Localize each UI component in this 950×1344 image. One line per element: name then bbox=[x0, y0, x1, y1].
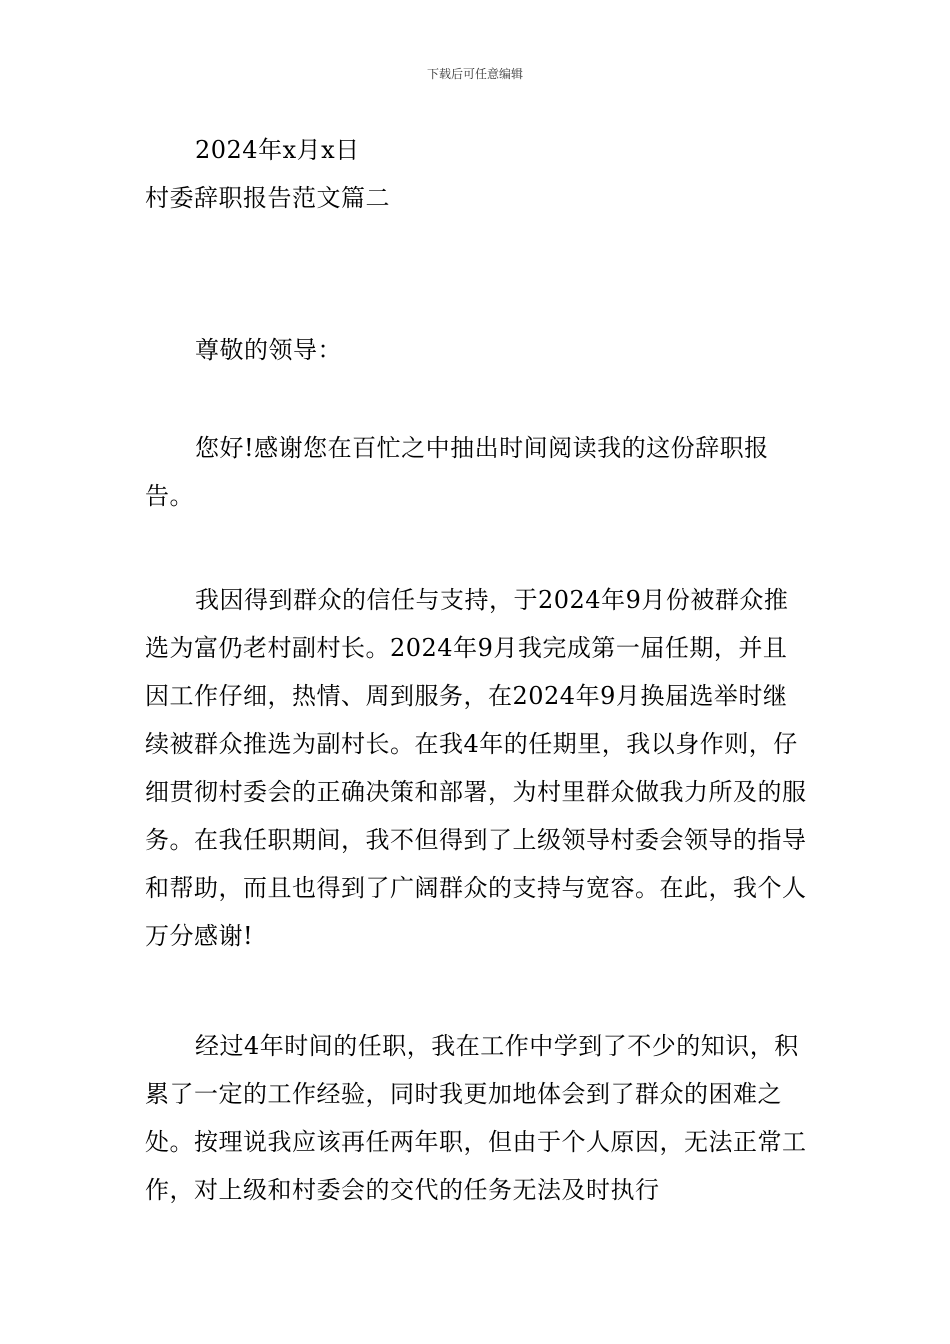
paragraph-greeting: 您好!感谢您在百忙之中抽出时间阅读我的这份辞职报告。 bbox=[145, 434, 769, 510]
paragraph-background: 我因得到群众的信任与支持，于2024年9月份被群众推选为富仍老村副村长。2024年9月我完成第一届任期，并且因工作仔细，热情、周到服务，在2024年9月换届选举时继续被群众推选为副村长。在我4年的任期里，我以身作则，仔细贯彻村委会的正确决策和部署，为村里群众做我力所及的服务。在我任职期间，我不但得到了上级领导村委会领导的指导和帮助，而且也得到了广阔群众的支持与宽容。在此，我个人万分感谢! bbox=[145, 586, 807, 950]
letter-date: 2024年x月x日 bbox=[195, 136, 360, 164]
page-header-note: 下载后可任意编辑 bbox=[426, 67, 523, 81]
document-title: 村委辞职报告范文篇二 bbox=[145, 184, 390, 212]
salutation: 尊敬的领导： bbox=[195, 336, 342, 364]
paragraph-reason: 经过4年时间的任职，我在工作中学到了不少的知识，积累了一定的工作经验，同时我更加地体会到了群众的困难之处。按理说我应该再任两年职，但由于个人原因，无法正常工作，对上级和村委会的交代的任务无法及时执行 bbox=[145, 1032, 807, 1204]
